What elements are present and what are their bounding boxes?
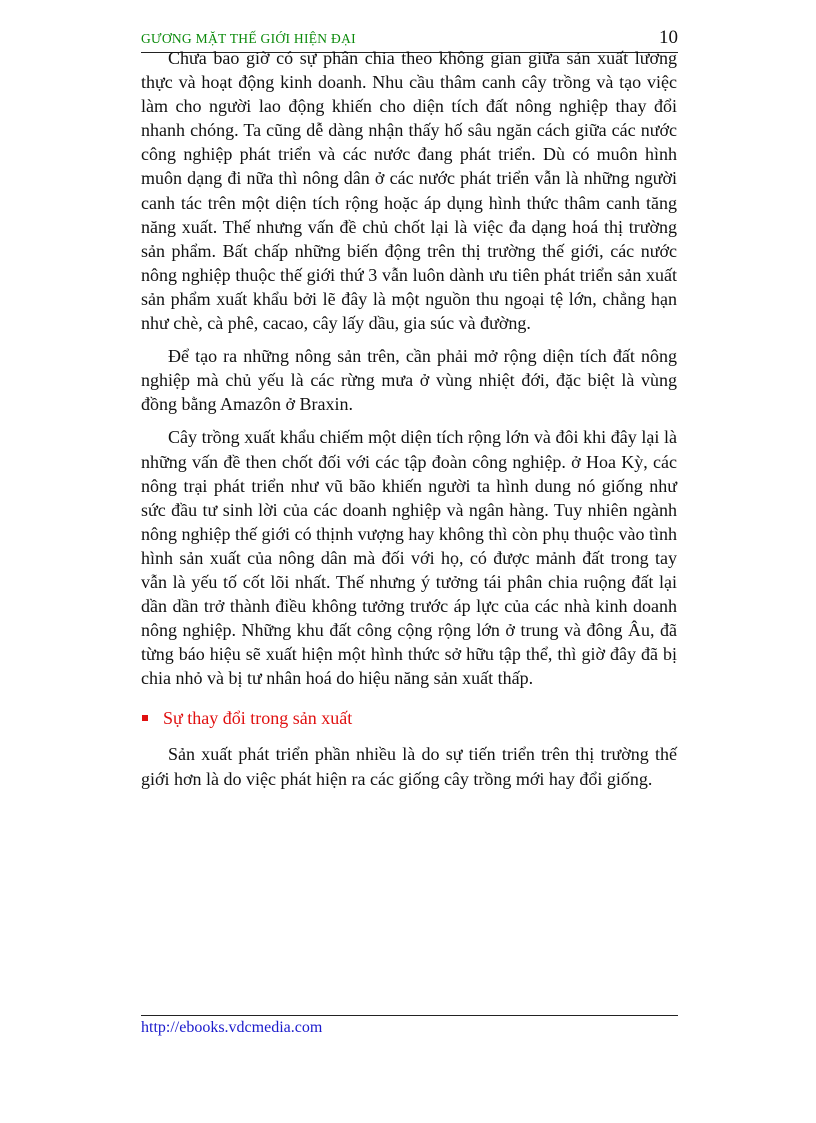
page-footer <box>141 1015 678 1037</box>
page-body <box>141 46 677 800</box>
paragraph: Để tạo ra những nông sản trên, cần phải mở rộng diện tích đất nông nghiệp mà chủ yếu là các rừng mưa ở vùng nhiệt đới, đặc biệt là vùng đồng bằng Amazôn ở Braxin. <box>141 346 677 415</box>
page-number: 10 <box>659 27 678 48</box>
footer-link[interactable]: http://ebooks.vdcmedia.com <box>141 1019 323 1036</box>
paragraph: Cây trồng xuất khẩu chiếm một diện tích rộng lớn và đôi khi đây lại là những vấn đề then chốt đối với các tập đoàn công nghiệp. ở Hoa Kỳ, các nông trại phát triển như vũ bão khiến người ta hình dung nó giống như sức đầu tư sinh lời của các doanh nghiệp và ngân hàng. Tuy nhiên ngành nông nghiệp thế giới có thịnh vượng hay không thì còn phụ thuộc vào tình hình sản xuất của nông dân mà đối với họ, có được mảnh đất trong tay vẫn là yếu tố cốt lõi nhất. Thế nhưng ý tưởng tái phân chia ruộng đất lại dần dần trở thành điều không tưởng trước áp lực của các nhà kinh doanh nông nghiệp. Những khu đất công cộng rộng lớn ở trung và đông Âu, đã từng báo hiệu sẽ xuất hiện một hình thức sở hữu tập thể, thì giờ đây đã bị chia nhỏ và bị tư nhân hoá do hiệu năng sản xuất thấp. <box>141 427 677 689</box>
section-heading-text: Sự thay đổi trong sản xuất <box>163 708 353 729</box>
paragraph: Sản xuất phát triển phần nhiều là do sự tiến triển trên thị trường thế giới hơn là do việc phát hiện ra các giống cây trồng mới hay đổi giống. <box>141 744 677 789</box>
section-heading <box>141 706 677 730</box>
running-title: GƯƠNG MẶT THẾ GIỚI HIỆN ĐẠI <box>141 31 356 46</box>
bullet-square-icon <box>142 715 148 721</box>
paragraph: Chưa bao giờ có sự phân chia theo không gian giữa sản xuất lương thực và hoạt động kinh doanh. Nhu cầu thâm canh cây trồng và tạo việc làm cho người lao động khiến cho diện tích đất nông nghiệp thay đổi nhanh chóng. Ta cũng dễ dàng nhận thấy hố sâu ngăn cách giữa các nước công nghiệp phát triển và các nước đang phát triển. Dù có muôn hình muôn dạng đi nữa thì nông dân ở các nước phát triển vẫn là những người canh tác trên một diện tích rộng hoặc áp dụng hình thức thâm canh tăng năng xuất. Thế nhưng vấn đề chủ chốt lại là việc đa dạng hoá thị trường sản phẩm. Bất chấp những biến động trên thị trường thế giới, các nước nông nghiệp thuộc thế giới thứ 3 vẫn luôn dành ưu tiên phát triển sản xuất sản phẩm xuất khẩu bởi lẽ đây là một nguồn thu ngoại tệ lớn, chẳng hạn như chè, cà phê, cacao, cây lấy dầu, gia súc và đường. <box>141 48 677 334</box>
